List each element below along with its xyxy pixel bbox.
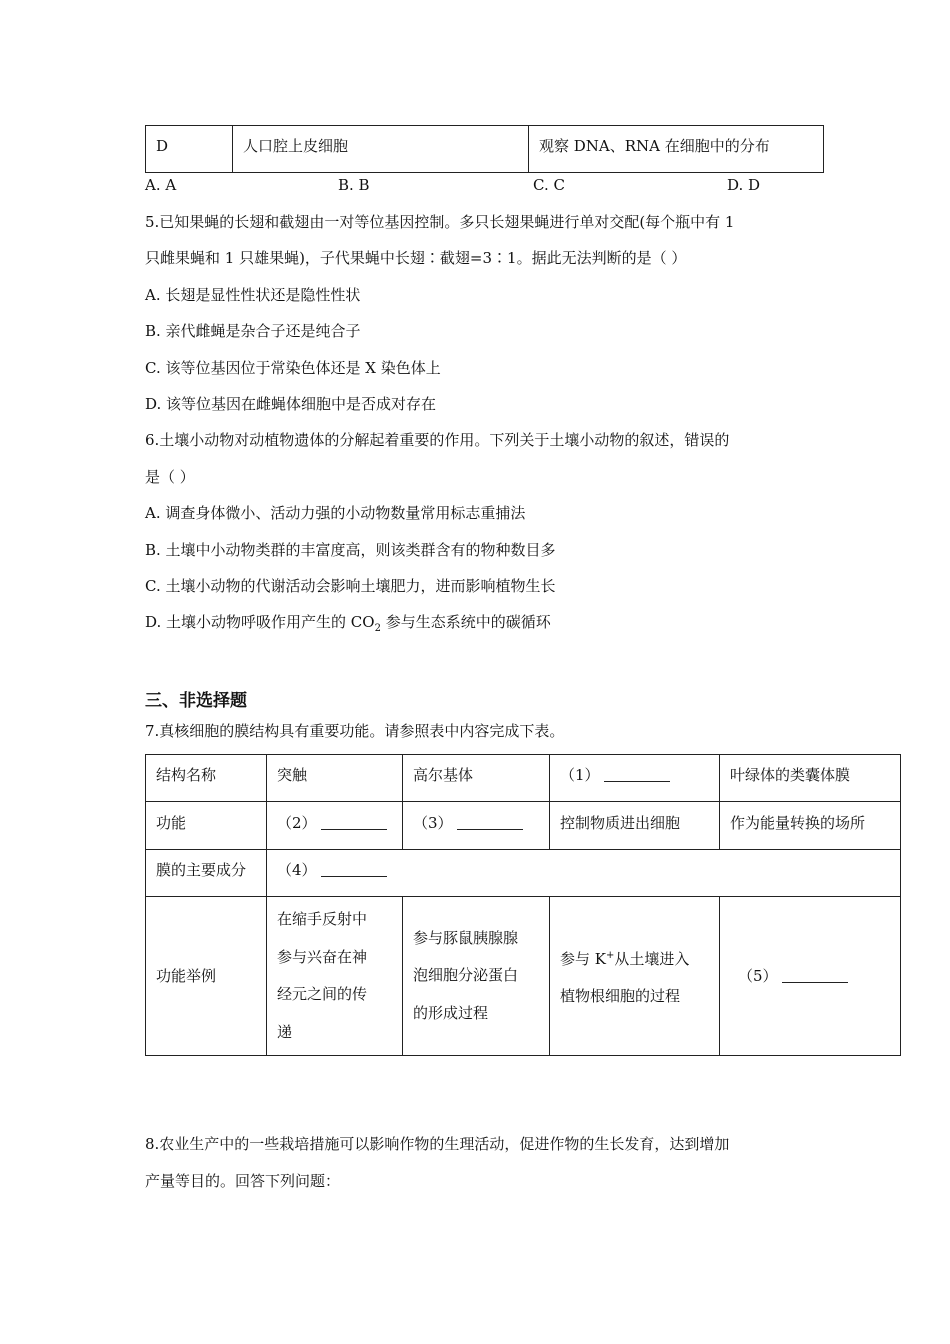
q7-stem: 7.真核细胞的膜结构具有重要功能。请参照表中内容完成下表。 xyxy=(145,722,565,740)
synapse-example-line: 经元之间的传 xyxy=(277,985,368,1003)
answer-blank-5 xyxy=(782,968,848,983)
q5-stem-line2: 只雌果蝇和 1 只雄果蝇)，子代果蝇中长翅∶截翅=3∶1。据此无法判断的是（ ） xyxy=(145,249,687,267)
membrane-example-rest: 从土壤进入 xyxy=(614,949,690,968)
q4-option-d: D. D xyxy=(727,176,761,194)
q5-option-b: B. 亲代雌蝇是杂合子还是纯合子 xyxy=(145,322,361,340)
row-material: 人口腔上皮细胞 xyxy=(243,137,349,155)
golgi-example-line: 的形成过程 xyxy=(413,1003,489,1022)
answer-blank-4 xyxy=(321,862,387,877)
table-cell xyxy=(146,755,267,802)
table-cell xyxy=(550,755,720,802)
header-thylakoid: 叶绿体的类囊体膜 xyxy=(730,766,851,784)
table-row xyxy=(146,897,901,1056)
q6-stem-line2: 是（ ） xyxy=(145,468,195,486)
table-cell xyxy=(267,850,901,897)
q6-option-b: B. 土壤中小动物类群的丰富度高，则该类群含有的物种数目多 xyxy=(145,541,556,559)
q6-option-d-text: D. 土壤小动物呼吸作用产生的 CO xyxy=(145,613,375,631)
cell-membrane-function: 控制物质进出细胞 xyxy=(560,814,681,832)
header-structure-name: 结构名称 xyxy=(156,766,217,784)
q8-stem-line2: 产量等目的。回答下列问题： xyxy=(145,1172,341,1190)
row-letter: D xyxy=(156,137,169,155)
row-label-function: 功能 xyxy=(156,814,187,832)
q6-option-d xyxy=(145,612,551,639)
table-row xyxy=(146,802,901,850)
table-cell xyxy=(146,850,267,897)
q5-option-a: A. 长翅是显性性状还是隐性性状 xyxy=(145,286,361,304)
q8-stem-line1: 8.农业生产中的一些栽培措施可以影响作物的生理活动，促进作物的生长发育，达到增加 xyxy=(145,1135,730,1153)
q4-option-a: A. A xyxy=(145,176,177,194)
q5-option-d: D. 该等位基因在雌蝇体细胞中是否成对存在 xyxy=(145,395,437,413)
table-cell xyxy=(529,126,824,173)
table-cell xyxy=(267,802,403,850)
table-cell xyxy=(720,802,901,850)
thylakoid-function: 作为能量转换的场所 xyxy=(730,814,866,832)
table-cell xyxy=(267,755,403,802)
table-row xyxy=(146,755,901,802)
q5-option-c: C. 该等位基因位于常染色体还是 X 染色体上 xyxy=(145,359,441,377)
golgi-example-line: 参与豚鼠胰腺腺 xyxy=(413,928,519,947)
blank-label-5: （5） xyxy=(738,967,778,985)
q4-option-b: B. B xyxy=(338,176,370,194)
synapse-example-line: 参与兴奋在神 xyxy=(277,947,368,966)
answer-blank-2 xyxy=(321,815,387,830)
answer-blank-1 xyxy=(604,767,670,782)
membrane-example-superscript: + xyxy=(605,949,615,961)
membrane-example-text: 参与 K xyxy=(560,949,606,968)
table-cell xyxy=(146,126,233,173)
row-purpose: 观察 DNA、RNA 在细胞中的分布 xyxy=(539,137,770,155)
table-cell xyxy=(403,802,550,850)
q6-option-c: C. 土壤小动物的代谢活动会影响土壤肥力，进而影响植物生长 xyxy=(145,577,556,595)
q4-option-c: C. C xyxy=(533,176,565,194)
blank-label-2: （2） xyxy=(277,814,317,832)
membrane-table xyxy=(145,754,901,1056)
table-cell xyxy=(403,755,550,802)
table-cell xyxy=(267,897,403,1056)
table-cell xyxy=(720,897,901,1056)
experiment-table xyxy=(145,125,824,173)
table-cell xyxy=(233,126,529,173)
blank-label-1: （1） xyxy=(560,766,600,784)
q6-stem-line1: 6.土壤小动物对动植物遗体的分解起着重要的作用。下列关于土壤小动物的叙述，错误的 xyxy=(145,431,730,449)
table-cell xyxy=(146,897,267,1056)
row-label-composition: 膜的主要成分 xyxy=(156,861,247,879)
table-cell xyxy=(403,897,550,1056)
table-row xyxy=(146,126,824,173)
table-cell xyxy=(720,755,901,802)
q6-option-a: A. 调查身体微小、活动力强的小动物数量常用标志重捕法 xyxy=(145,504,526,522)
synapse-example-line: 在缩手反射中 xyxy=(277,910,368,928)
synapse-example-line: 递 xyxy=(277,1022,293,1041)
answer-blank-3 xyxy=(457,815,523,830)
table-cell xyxy=(550,897,720,1056)
header-golgi: 高尔基体 xyxy=(413,766,474,784)
row-label-example: 功能举例 xyxy=(156,967,217,985)
q5-stem-line1: 5.已知果蝇的长翅和截翅由一对等位基因控制。多只长翅果蝇进行单对交配(每个瓶中有 1 xyxy=(145,213,735,231)
table-cell xyxy=(550,802,720,850)
section-title: 三、非选择题 xyxy=(145,691,247,711)
membrane-example-line2: 植物根细胞的过程 xyxy=(560,987,681,1005)
membrane-example-line1 xyxy=(560,937,709,979)
table-row xyxy=(146,850,901,897)
blank-label-3: （3） xyxy=(413,814,453,832)
q6-option-d-subscript: 2 xyxy=(374,623,381,634)
header-synapse: 突触 xyxy=(277,766,308,784)
q6-option-d-rest: 参与生态系统中的碳循环 xyxy=(380,613,551,631)
golgi-example-line: 泡细胞分泌蛋白 xyxy=(413,966,519,985)
blank-label-4: （4） xyxy=(277,861,317,879)
table-cell xyxy=(146,802,267,850)
